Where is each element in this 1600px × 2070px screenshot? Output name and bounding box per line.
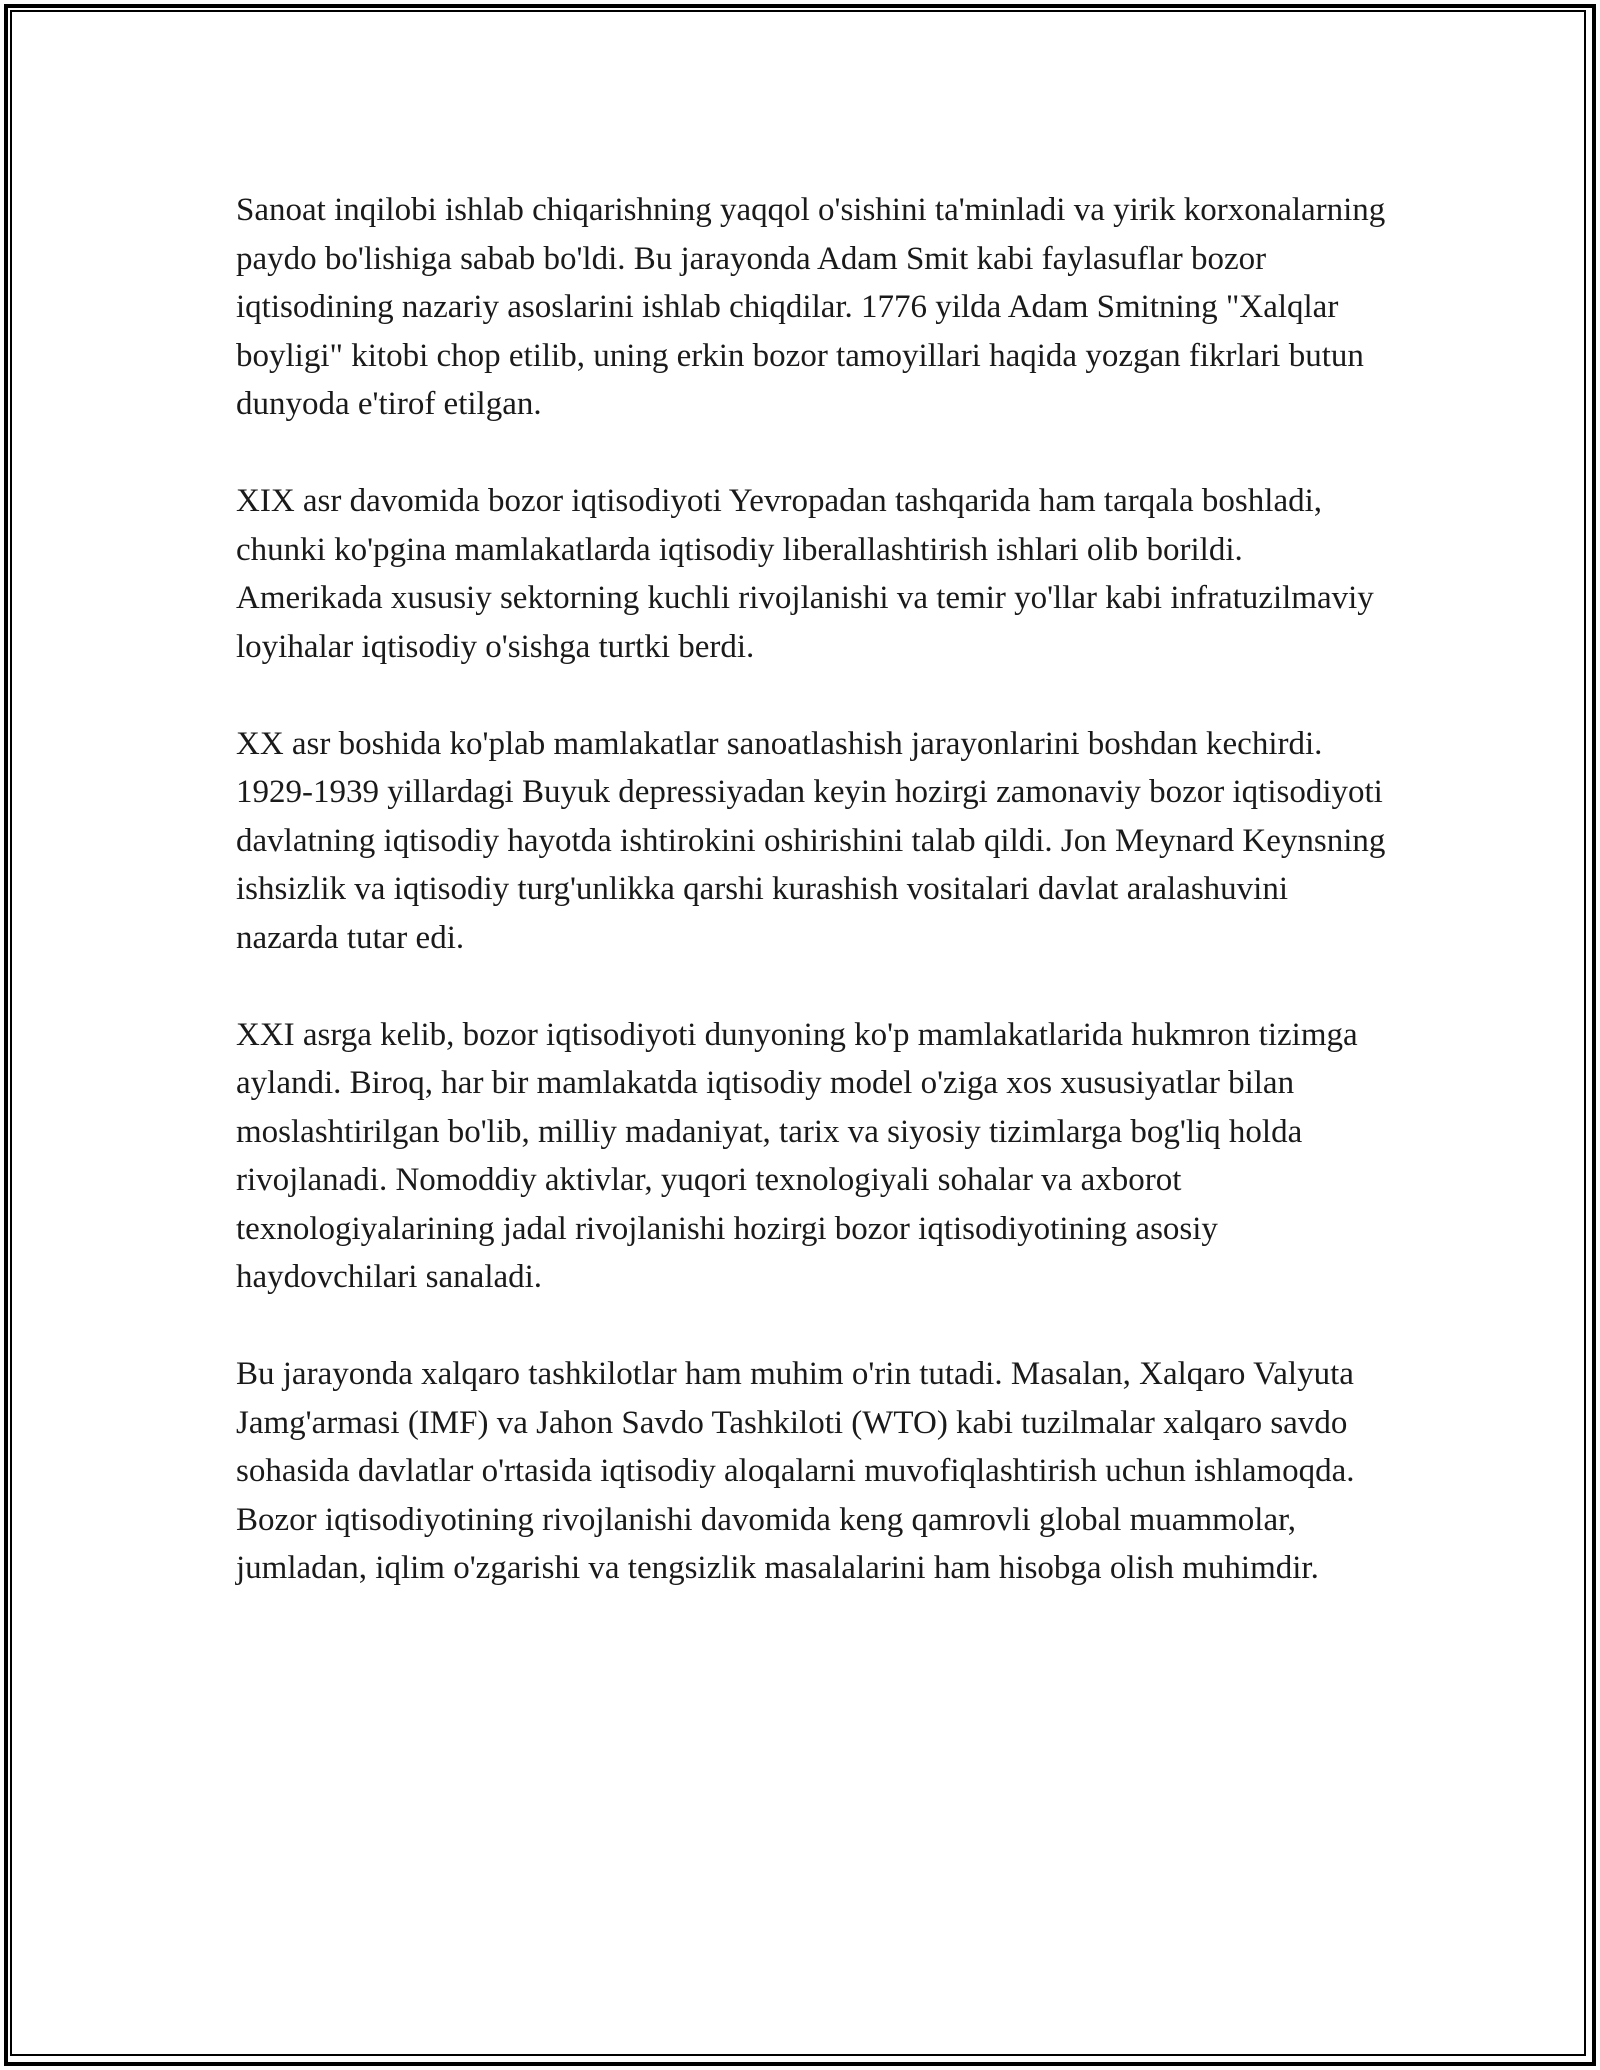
paragraph-20th-century: XX asr boshida ko'plab mamlakatlar sanoatlashish jarayonlarini boshdan kechirdi. 1929-1939 yillardagi Buyuk depressiyadan keyin hozirgi zamonaviy bozor iqtisodiyoti davlatning iqtisodiy hayotda ishtirokini oshirishini talab qildi. Jon Meynard Keynsning ishsizlik va iqtisodiy turg'unlikka qarshi kurashish vositalari davlat aralashuvini nazarda tutar edi. xyxy=(236,725,1386,956)
document-body xyxy=(236,186,1386,1641)
paragraph-21st-century: XXI asrga kelib, bozor iqtisodiyoti dunyoning ko'p mamlakatlarida hukmron tizimga aylandi. Biroq, har bir mamlakatda iqtisodiy model o'ziga xos xususiyatlar bilan moslashtirilgan bo'lib, milliy madaniyat, tarix va siyosiy tizimlarga bog'liq holda rivojlanadi. Nomoddiy aktivlar, yuqori texnologiyali sohalar va axborot texnologiyalarining jadal rivojlanishi hozirgi bozor iqtisodiyotining asosiy haydovchilari sanaladi. xyxy=(236,1016,1358,1295)
paragraph-19th-century: XIX asr davomida bozor iqtisodiyoti Yevropadan tashqarida ham tarqala boshladi, chunki ko'pgina mamlakatlarda iqtisodiy liberallashtirish ishlari olib borildi. Amerikada xususiy sektorning kuchli rivojlanishi va temir yo'llar kabi infratuzilmaviy loyihalar iqtisodiy o'sishga turtki berdi. xyxy=(236,483,1374,665)
paragraph-international-organizations: Bu jarayonda xalqaro tashkilotlar ham muhim o'rin tutadi. Masalan, Xalqaro Valyuta Jamg'armasi (IMF) va Jahon Savdo Tashkiloti (WTO) kabi tuzilmalar xalqaro savdo sohasida davlatlar o'rtasida iqtisodiy aloqalarni muvofiqlashtirish uchun ishlamoqda. Bozor iqtisodiyotining rivojlanishi davomida keng qamrovli global muammolar, jumladan, iqlim o'zgarishi va tengsizlik masalalarini ham hisobga olish muhimdir. xyxy=(236,1356,1355,1586)
paragraph-industrial-revolution: Sanoat inqilobi ishlab chiqarishning yaqqol o'sishini ta'minladi va yirik korxonalarning paydo bo'lishiga sabab bo'ldi. Bu jarayonda Adam Smit kabi faylasuflar bozor iqtisodining nazariy asoslarini ishlab chiqdilar. 1776 yilda Adam Smitning "Xalqlar boyligi" kitobi chop etilib, uning erkin bozor tamoyillari haqida yozgan fikrlari butun dunyoda e'tirof etilgan. xyxy=(236,192,1386,422)
